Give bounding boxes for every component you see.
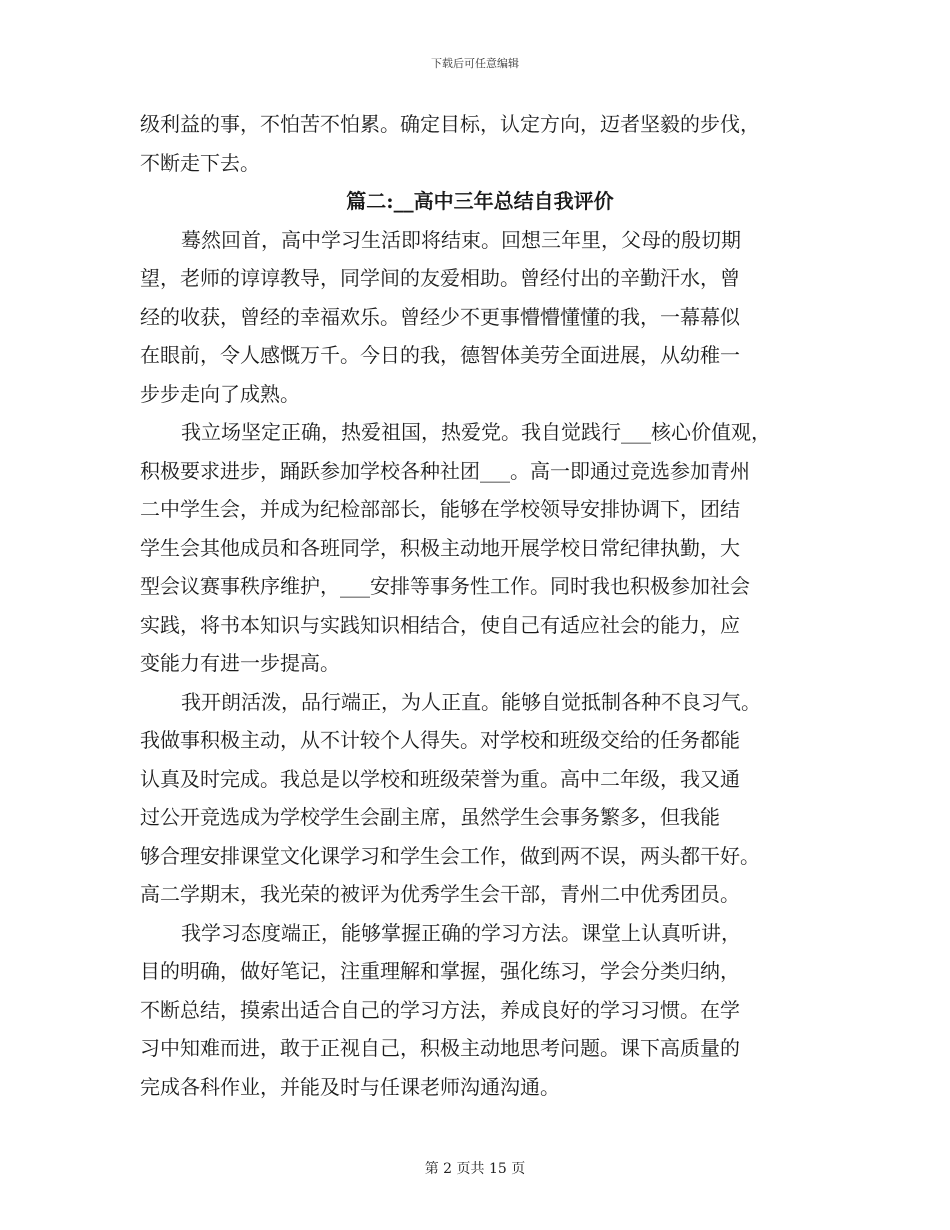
text-line: 型会议赛事秩序维护，___安排等事务性工作。同时我也积极参加社会: [140, 574, 750, 598]
text-line: 望，老师的谆谆教导，同学间的友爱相助。曾经付出的辛勤汗水，曾: [140, 266, 740, 290]
document-body: [140, 105, 820, 1106]
text-line: 在眼前，令人感慨万千。今日的我，德智体美劳全面进展，从幼稚一: [140, 343, 740, 367]
text-line: 过公开竞选成为学校学生会副主席，虽然学生会事务繁多，但我能: [140, 805, 720, 829]
text-line: 不断总结，摸索出适合自己的学习方法，养成良好的学习习惯。在学: [140, 997, 740, 1022]
paragraph-first-line: 蓦然回首，高中学习生活即将结束。回想三年里，父母的殷切期: [181, 227, 741, 252]
text-line: 习中知难而进，敢于正视自己，积极主动地思考问题。课下高质量的: [140, 1036, 740, 1060]
paragraph-first-line: 我开朗活泼，品行端正，为人正直。能够自觉抵制各种不良习气。: [181, 689, 761, 714]
text-line: 目的明确，做好笔记，注重理解和掌握，强化练习，学会分类归纳，: [140, 959, 740, 983]
paragraph-first-line: 我立场坚定正确，热爱祖国，热爱党。我自觉践行___核心价值观，: [181, 420, 771, 444]
text-line: 够合理安排课堂文化课学习和学生会工作，做到两不误，两头都干好。: [140, 843, 760, 868]
page-header: 下载后可任意编辑: [431, 57, 519, 70]
text-line: 实践，将书本知识与实践知识相结合，使自己有适应社会的能力，应: [140, 612, 740, 637]
text-line: 积极要求进步，踊跃参加学校各种社团___。高一即通过竞选参加青州: [140, 458, 750, 483]
text-line: 我做事积极主动，从不计较个人得失。对学校和班级交给的任务都能: [140, 728, 740, 752]
text-line: 级利益的事，不怕苦不怕累。确定目标，认定方向，迈者坚毅的步伐，: [140, 112, 760, 136]
text-line: 变能力有进一步提高。: [140, 651, 340, 675]
text-line: 经的收获，曾经的幸福欢乐。曾经少不更事懵懵懂懂的我，一幕幕似: [140, 304, 740, 329]
text-line: 完成各科作业，并能及时与任课老师沟通沟通。: [140, 1074, 560, 1099]
page-number-footer: 第 2 页共 15 页: [424, 1161, 526, 1177]
text-line: 二中学生会，并成为纪检部部长，能够在学校领导安排协调下，团结: [140, 497, 740, 521]
text-line: 不断走下去。: [140, 150, 260, 175]
text-line: 认真及时完成。我总是以学校和班级荣誉为重。高中二年级，我又通: [140, 766, 740, 791]
text-line: 步步走向了成熟。: [140, 381, 300, 406]
paragraph-first-line: 我学习态度端正，能够掌握正确的学习方法。课堂上认真听讲，: [181, 920, 741, 945]
text-line: 学生会其他成员和各班同学，积极主动地开展学校日常纪律执勤，大: [140, 535, 740, 560]
text-line: 高二学期末，我光荣的被评为优秀学生会干部，青州二中优秀团员。: [140, 882, 740, 906]
section-title: 篇二:__高中三年总结自我评价: [346, 189, 614, 213]
